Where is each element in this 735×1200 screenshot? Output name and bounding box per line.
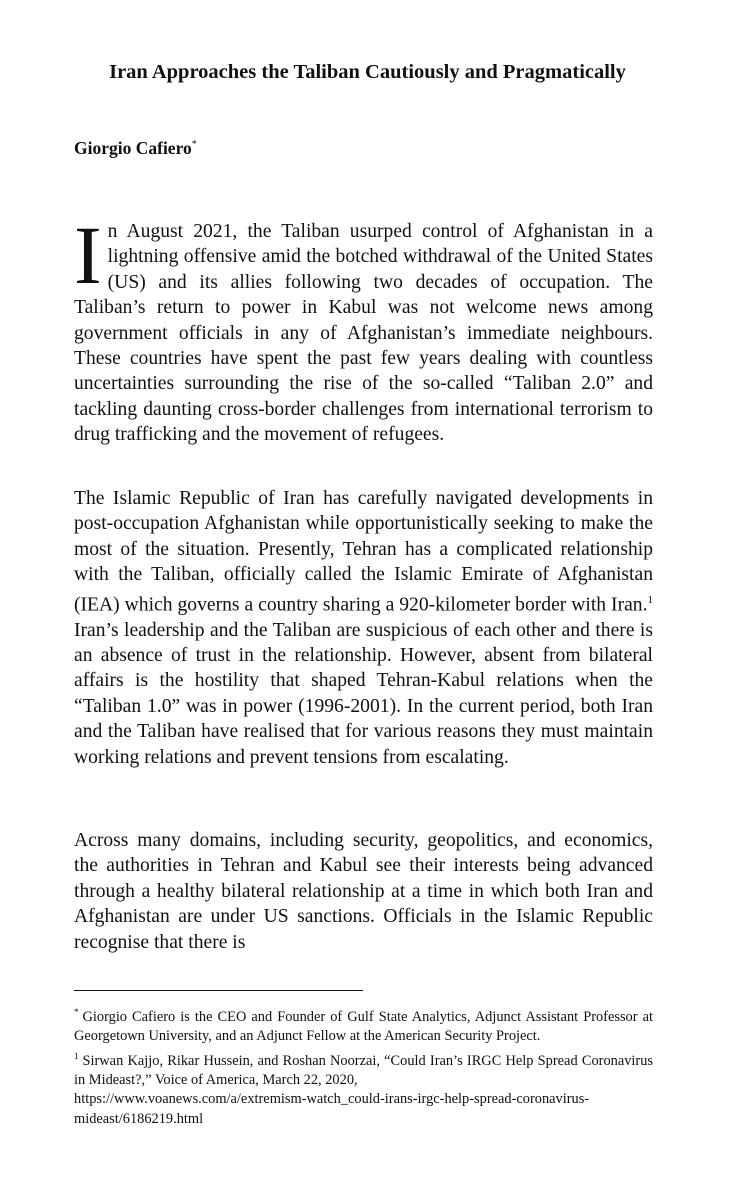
paragraph-2-text-a: The Islamic Republic of Iran has carefully navigated developments in post-occupation Afghanistan while opportunistically seeking to make the most of the situation. Presently, Tehran has a complicated relationship with the Taliban, officially called the Islamic Emirate of Afghanistan (IEA) which governs a country sharing a 920-kilometer border with Iran. [74,488,653,616]
footnote-author-mark: * [74,1007,79,1017]
paragraph-1 [74,209,653,448]
paragraph-2 [74,486,653,770]
footnote-author-text: Giorgio Cafiero is the CEO and Founder of Gulf State Analytics, Adjunct Assistant Professor at Georgetown University, and an Adjunct Fellow at the American Security Project. [74,1008,653,1045]
footnote-divider [74,990,363,991]
paragraph-2-text-b: Iran’s leadership and the Taliban are suspicious of each other and there is an absence of trust in the relationship. However, absent from bilateral affairs is the hostility that shaped Tehran-Kabul relations when the “Taliban 1.0” was in power (1996-2001). In the current period, both Iran and the Taliban have realised that for various reasons they must maintain working relations and prevent tensions from escalating. [74,619,653,768]
article-title: Iran Approaches the Taliban Cautiously and Pragmatically [109,61,626,83]
footnote-1-mark: 1 [74,1050,79,1061]
footnote-1-url[interactable]: https://www.voanews.com/a/extremism-watch_could-irans-irgc-help-spread-coronavirus-mideast/6186219.html [74,1091,590,1127]
paragraph-1-text: n August 2021, the Taliban usurped control of Afghanistan in a lightning offensive amid the botched withdrawal of the United States (US) and its allies following two decades of occupation. The Taliban’s return to power in Kabul was not welcome news among government officials in any of Afghanistan’s immediate neighbours. These countries have spent the past few years dealing with countless uncertainties surrounding the rise of the so-called “Taliban 2.0” and tackling daunting cross-border challenges from international terrorism to drug trafficking and the movement of refugees. [74,221,653,446]
footnote-reference-1[interactable]: 1 [647,593,653,606]
paragraph-3-text: Across many domains, including security, geopolitics, and economics, the authorities in Tehran and Kabul see their interests being advanced through a healthy bilateral relationship at a time in which both Iran and Afghanistan are under US sanctions. Officials in the Islamic Republic recognise that there is [74,830,653,953]
drop-cap: I [74,209,102,301]
footnote-1-text: Sirwan Kajjo, Rikar Hussein, and Roshan Noorzai, “Could Iran’s IRGC Help Spread Coronavirus in Mideast?,” Voice of America, March 22, 2020, [74,1052,653,1088]
footnote-author [74,1003,653,1047]
author-line [74,138,197,159]
footnotes [74,1003,653,1129]
author-footnote-mark: * [191,139,197,151]
paragraph-3 [74,828,653,955]
author-name: Giorgio Cafiero [74,138,192,158]
footnote-1 [74,1047,653,1091]
